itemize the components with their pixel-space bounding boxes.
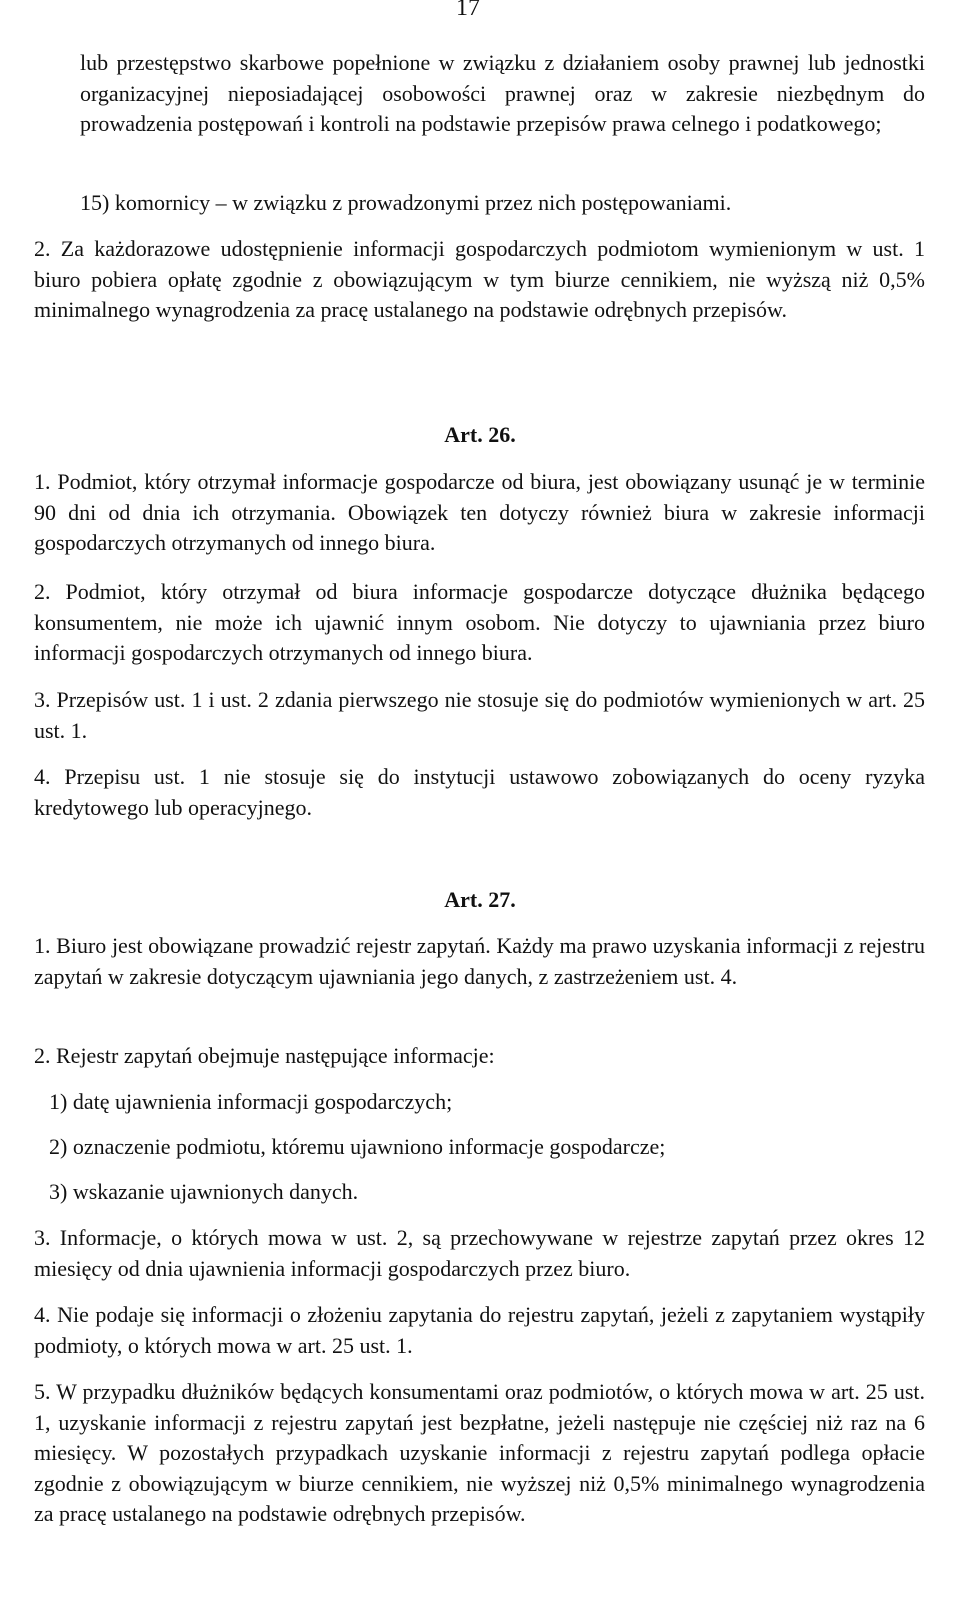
art27-paragraph-4: 4. Nie podaje się informacji o złożeniu zapytania do rejestru zapytań, jeżeli z zapytaniem wystąpiły podmioty, o których mowa w art. 25 ust. 1. [34, 1302, 925, 1358]
art26-paragraph-1: 1. Podmiot, który otrzymał informacje gospodarcze od biura, jest obowiązany usunąć je w terminie 90 dni od dnia ich otrzymania. Obowiązek ten dotyczy również biura w zakresie informacji gospodarczych otrzymanych od innego biura. [34, 469, 925, 555]
list-item-15: 15) komornicy – w związku z prowadzonymi przez nich postępowaniami. [80, 190, 732, 215]
page-number: 17 [456, 0, 480, 21]
art27-list-item-1: 1) datę ujawnienia informacji gospodarczych; [49, 1089, 453, 1114]
art27-list-item-3: 3) wskazanie ujawnionych danych. [49, 1179, 359, 1204]
art27-paragraph-3: 3. Informacje, o których mowa w ust. 2, są przechowywane w rejestrze zapytań przez okres 12 miesięcy od dnia ujawnienia informacji gospodarczych przez biuro. [34, 1225, 925, 1281]
art27-list-item-2: 2) oznaczenie podmiotu, któremu ujawniono informacje gospodarcze; [49, 1134, 666, 1159]
art26-paragraph-4: 4. Przepisu ust. 1 nie stosuje się do instytucji ustawowo zobowiązanych do oceny ryzyka kredytowego lub operacyjnego. [34, 764, 925, 820]
art26-heading: Art. 26. [444, 422, 516, 447]
art26-paragraph-2: 2. Podmiot, który otrzymał od biura informacje gospodarcze dotyczące dłużnika będącego konsumentem, nie może ich ujawnić innym osobom. Nie dotyczy to ujawniania przez biuro informacji gospodarczych otrzymanych od innego biura. [34, 579, 925, 665]
art25-paragraph-2: 2. Za każdorazowe udostępnienie informacji gospodarczych podmiotom wymienionym w ust. 1 biuro pobiera opłatę zgodnie z obowiązującym w tym biurze cennikiem, nie wyższą niż 0,5% minimalnego wynagrodzenia za pracę ustalanego na podstawie odrębnych przepisów. [34, 236, 925, 322]
paragraph-continuation: lub przestępstwo skarbowe popełnione w związku z działaniem osoby prawnej lub jednostki organizacyjnej nieposiadającej osobowości prawnej oraz w zakresie niezbędnym do prowadzenia postępowań i kontroli na podstawie przepisów prawa celnego i podatkowego; [80, 50, 925, 136]
art27-paragraph-1: 1. Biuro jest obowiązane prowadzić rejestr zapytań. Każdy ma prawo uzyskania informacji z rejestru zapytań w zakresie dotyczącym ujawniania jego danych, z zastrzeżeniem ust. 4. [34, 933, 925, 989]
art27-paragraph-2: 2. Rejestr zapytań obejmuje następujące informacje: [34, 1043, 495, 1068]
art27-heading: Art. 27. [444, 887, 516, 912]
art27-paragraph-5: 5. W przypadku dłużników będących konsumentami oraz podmiotów, o których mowa w art. 25 ust. 1, uzyskanie informacji z rejestru zapytań jest bezpłatne, jeżeli następuje nie częściej niż raz na 6 miesięcy. W pozostałych przypadkach uzyskanie informacji z rejestru zapytań podlega opłacie zgodnie z obowiązującym w biurze cennikiem, nie wyższej niż 0,5% minimalnego wynagrodzenia za pracę ustalanego na podstawie odrębnych przepisów. [34, 1379, 925, 1526]
art26-paragraph-3: 3. Przepisów ust. 1 i ust. 2 zdania pierwszego nie stosuje się do podmiotów wymienionych w art. 25 ust. 1. [34, 687, 925, 743]
